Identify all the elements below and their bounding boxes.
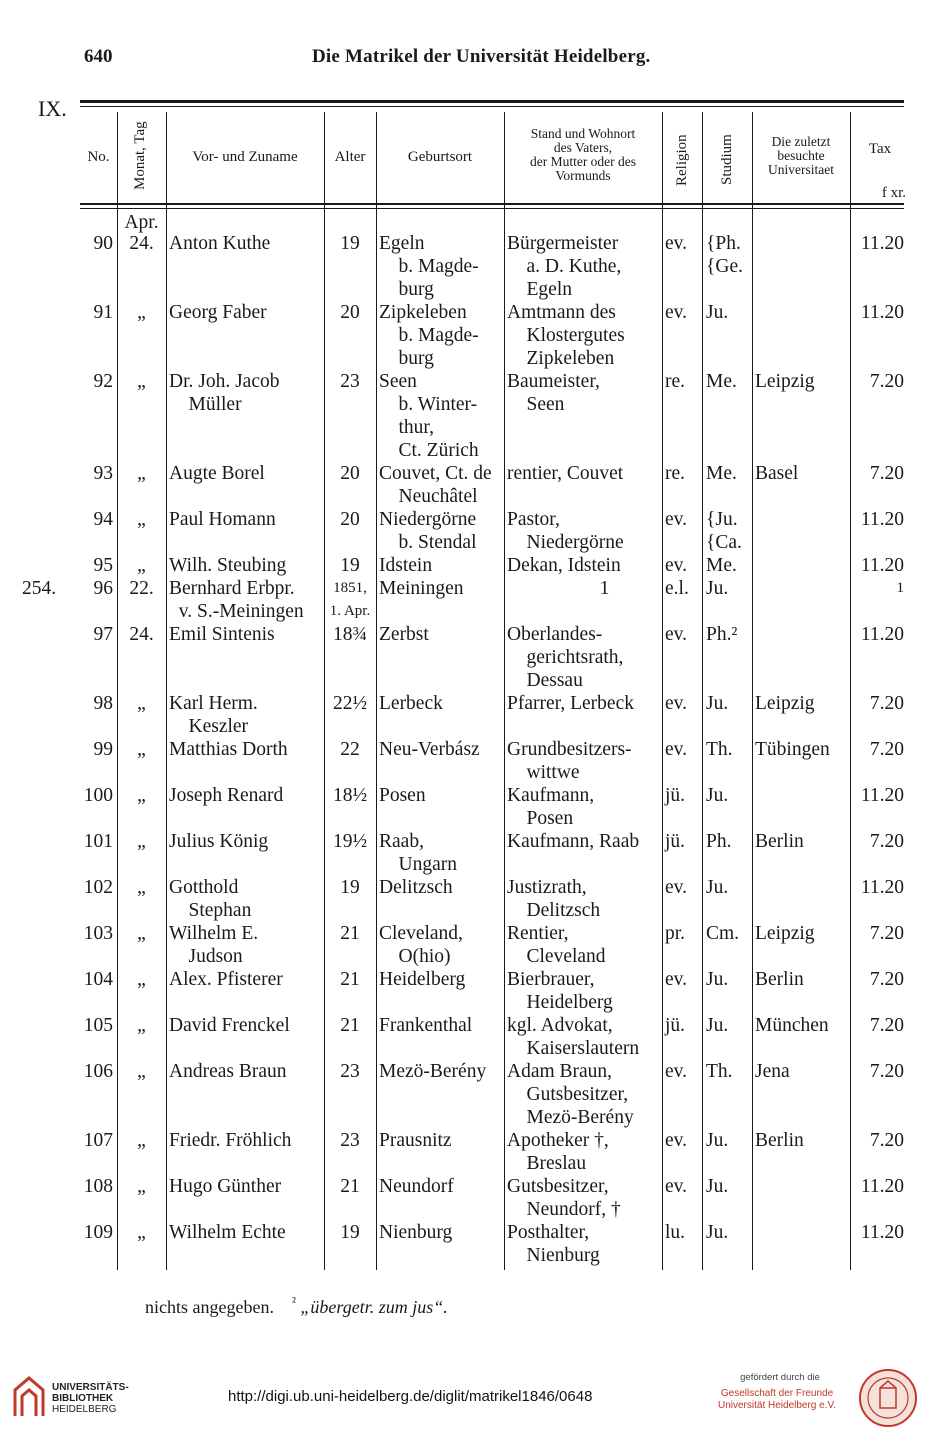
cell-stand: Apotheker †, bbox=[507, 1130, 609, 1151]
cell-stand: Kaiserslautern bbox=[507, 1038, 640, 1059]
cell-stand: Bierbrauer, bbox=[507, 969, 595, 990]
header-religion: Religion bbox=[674, 134, 690, 186]
header-name: Vor- und Zuname bbox=[192, 149, 298, 165]
cell-stand: rentier, Couvet bbox=[507, 463, 624, 484]
cell-geburtsort: Seen bbox=[379, 371, 417, 392]
running-head bbox=[0, 46, 927, 74]
cell-tax: 11.20 bbox=[860, 1222, 904, 1243]
cell-tax: 7.20 bbox=[869, 371, 904, 392]
cell-geburtsort: Egeln bbox=[379, 233, 425, 254]
cell-alter: 21 bbox=[340, 1176, 360, 1197]
library-name bbox=[52, 1382, 129, 1415]
cell-tag: 24. bbox=[129, 233, 154, 254]
cell-name: Dr. Joh. Jacob bbox=[169, 371, 280, 392]
cell-religion: re. bbox=[665, 463, 686, 484]
cell-studium: Ju. bbox=[706, 877, 729, 898]
cell-tag: „ bbox=[137, 1176, 146, 1197]
cell-religion: ev. bbox=[665, 624, 688, 645]
cell-geburtsort: Neu-Verbász bbox=[379, 739, 480, 760]
cell-name: Müller bbox=[169, 394, 242, 415]
cell-studium: {Ge. bbox=[706, 256, 743, 277]
cell-tag: „ bbox=[137, 371, 146, 392]
cell-tax: 1 bbox=[896, 580, 904, 596]
cell-alter: 22½ bbox=[332, 693, 368, 714]
cell-geburtsort: Ungarn bbox=[379, 854, 457, 875]
cell-studium: Ju. bbox=[706, 302, 729, 323]
permalink-url[interactable]: http://digi.ub.uni-heidelberg.de/diglit/matrikel1846/0648 bbox=[228, 1388, 593, 1405]
cell-name: Matthias Dorth bbox=[169, 739, 288, 760]
cell-alter: 20 bbox=[340, 302, 360, 323]
sponsor-name-line: Gesellschaft der Freunde bbox=[720, 1388, 834, 1399]
cell-alter: 1. Apr. bbox=[329, 603, 371, 619]
cell-tag: 22. bbox=[129, 578, 154, 599]
cell-name: v. S.-Meiningen bbox=[169, 601, 304, 622]
cell-stand: Gutsbesitzer, bbox=[507, 1084, 629, 1105]
cell-geburtsort: Meiningen bbox=[379, 578, 464, 599]
cell-geburtsort: O(hio) bbox=[379, 946, 451, 967]
cell-alter: 23 bbox=[340, 1130, 360, 1151]
cell-stand: Justizrath, bbox=[507, 877, 587, 898]
cell-stand: gerichtsrath, bbox=[507, 647, 624, 668]
digitization-footer bbox=[0, 1358, 927, 1434]
cell-geburtsort: b. Stendal bbox=[379, 532, 477, 553]
cell-name: Judson bbox=[169, 946, 243, 967]
cell-universitaet: Jena bbox=[755, 1061, 790, 1082]
cell-tax: 11.20 bbox=[860, 624, 904, 645]
cell-stand: Posthalter, bbox=[507, 1222, 590, 1243]
cell-stand: Klostergutes bbox=[507, 325, 625, 346]
cell-stand: Zipkeleben bbox=[507, 348, 615, 369]
cell-studium: Cm. bbox=[706, 923, 740, 944]
cell-no: 96 bbox=[93, 578, 113, 599]
column-divider bbox=[504, 112, 505, 1270]
cell-stand: Seen bbox=[507, 394, 565, 415]
cell-studium: Ju. bbox=[706, 578, 729, 599]
cell-universitaet: Berlin bbox=[755, 1130, 804, 1151]
cell-name: Friedr. Fröhlich bbox=[169, 1130, 292, 1151]
column-divider bbox=[752, 112, 753, 1270]
column-divider bbox=[662, 112, 663, 1270]
cell-studium: Ph. bbox=[706, 831, 732, 852]
header-uni-line: Die zuletzt bbox=[771, 134, 831, 149]
cell-tax: 7.20 bbox=[869, 463, 904, 484]
cell-alter: 23 bbox=[340, 1061, 360, 1082]
cell-tax: 7.20 bbox=[869, 1130, 904, 1151]
cell-geburtsort: burg bbox=[379, 348, 434, 369]
footnote-mark: ² bbox=[291, 1294, 296, 1309]
cell-tag: „ bbox=[137, 1222, 146, 1243]
cell-name: Keszler bbox=[169, 716, 249, 737]
cell-tax: 11.20 bbox=[860, 509, 904, 530]
header-geburtsort: Geburtsort bbox=[407, 149, 473, 165]
cell-name: Wilhelm E. bbox=[169, 923, 259, 944]
cell-tax: 7.20 bbox=[869, 739, 904, 760]
library-logo-icon bbox=[12, 1376, 46, 1418]
cell-religion: ev. bbox=[665, 1061, 688, 1082]
cell-geburtsort: b. Magde- bbox=[379, 256, 479, 277]
sponsor-label: gefördert durch die bbox=[740, 1372, 820, 1383]
cell-stand: Heidelberg bbox=[507, 992, 613, 1013]
cell-alter: 19 bbox=[340, 877, 360, 898]
cell-no: 107 bbox=[83, 1130, 113, 1151]
column-divider bbox=[850, 112, 851, 1270]
cell-geburtsort: Zerbst bbox=[379, 624, 429, 645]
cell-name: Andreas Braun bbox=[169, 1061, 287, 1082]
cell-stand: Adam Braun, bbox=[507, 1061, 613, 1082]
cell-tax: 7.20 bbox=[869, 1061, 904, 1082]
cell-religion: ev. bbox=[665, 877, 688, 898]
cell-no: 101 bbox=[83, 831, 113, 852]
header-stand-line: des Vaters, bbox=[553, 140, 613, 155]
cell-religion: ev. bbox=[665, 509, 688, 530]
cell-tax: 11.20 bbox=[860, 233, 904, 254]
cell-tax: 7.20 bbox=[869, 923, 904, 944]
header-no: No. bbox=[87, 149, 110, 165]
cell-studium: Me. bbox=[706, 555, 737, 576]
header-stand-line: Vormunds bbox=[555, 168, 611, 183]
cell-geburtsort: Cleveland, bbox=[379, 923, 463, 944]
cell-name: David Frenckel bbox=[169, 1015, 290, 1036]
sponsor-name-line: Universität Heidelberg e.V. bbox=[717, 1400, 837, 1411]
cell-stand: Rentier, bbox=[507, 923, 569, 944]
header-stand bbox=[504, 127, 662, 183]
cell-geburtsort: Raab, bbox=[379, 831, 424, 852]
cell-religion: re. bbox=[665, 371, 686, 392]
cell-tag: „ bbox=[137, 509, 146, 530]
cell-alter: 19 bbox=[340, 233, 360, 254]
library-name-line: UNIVERSITÄTS- bbox=[52, 1382, 129, 1393]
cell-name: Wilhelm Echte bbox=[169, 1222, 286, 1243]
cell-tag: „ bbox=[137, 693, 146, 714]
cell-name: Bernhard Erbpr. bbox=[169, 578, 295, 599]
cell-studium: Ju. bbox=[706, 1176, 729, 1197]
cell-no: 103 bbox=[83, 923, 113, 944]
cell-studium: Th. bbox=[706, 739, 733, 760]
cell-stand: Posen bbox=[507, 808, 574, 829]
cell-tax: 11.20 bbox=[860, 1176, 904, 1197]
cell-name: Joseph Renard bbox=[169, 785, 284, 806]
cell-studium: Me. bbox=[706, 371, 737, 392]
cell-geburtsort: burg bbox=[379, 279, 434, 300]
cell-alter: 20 bbox=[340, 509, 360, 530]
cell-stand: Bürgermeister bbox=[507, 233, 619, 254]
header-universitaet bbox=[752, 135, 850, 177]
cell-no: 106 bbox=[83, 1061, 113, 1082]
header-stand-line: der Mutter oder des bbox=[529, 154, 637, 169]
month-label: Apr. bbox=[124, 212, 159, 233]
cell-no: 91 bbox=[93, 302, 113, 323]
cell-geburtsort: Zipkeleben bbox=[379, 302, 467, 323]
cell-alter: 19 bbox=[340, 555, 360, 576]
cell-stand: Kaufmann, bbox=[507, 785, 595, 806]
cell-tag: 24. bbox=[129, 624, 154, 645]
cell-no: 93 bbox=[93, 463, 113, 484]
cell-no: 109 bbox=[83, 1222, 113, 1243]
cell-tag: „ bbox=[137, 1130, 146, 1151]
cell-no: 104 bbox=[83, 969, 113, 990]
cell-alter: 18½ bbox=[332, 785, 368, 806]
header-tax-unit: f xr. bbox=[881, 185, 906, 201]
cell-universitaet: Leipzig bbox=[755, 693, 815, 714]
cell-geburtsort: Posen bbox=[379, 785, 426, 806]
cell-tag: „ bbox=[137, 739, 146, 760]
cell-geburtsort: Mezö-Berény bbox=[379, 1061, 487, 1082]
cell-tag: „ bbox=[137, 831, 146, 852]
header-bottom-rule-thin bbox=[80, 208, 904, 209]
cell-stand: Nienburg bbox=[507, 1245, 600, 1266]
cell-geburtsort: Nienburg bbox=[379, 1222, 453, 1243]
column-divider bbox=[324, 112, 325, 1270]
cell-tag: „ bbox=[137, 1061, 146, 1082]
cell-name: Emil Sintenis bbox=[169, 624, 275, 645]
cell-universitaet: Leipzig bbox=[755, 371, 815, 392]
library-name-line: HEIDELBERG bbox=[52, 1404, 117, 1415]
cell-studium: Ju. bbox=[706, 969, 729, 990]
sponsor-name bbox=[712, 1388, 842, 1412]
cell-stand: Delitzsch bbox=[507, 900, 601, 921]
footnote-text: nichts angegeben. bbox=[145, 1297, 274, 1317]
cell-tax: 7.20 bbox=[869, 693, 904, 714]
cell-alter: 23 bbox=[340, 371, 360, 392]
header-stand-line: Stand und Wohnort bbox=[530, 126, 636, 141]
cell-geburtsort: Idstein bbox=[379, 555, 433, 576]
cell-studium: Th. bbox=[706, 1061, 733, 1082]
footnote-text-italic: „übergetr. zum jus“. bbox=[300, 1297, 448, 1317]
cell-tax: 11.20 bbox=[860, 302, 904, 323]
page-number: 640 bbox=[84, 46, 113, 67]
cell-stand: 1 bbox=[507, 578, 610, 599]
cell-religion: ev. bbox=[665, 555, 688, 576]
header-monat-tag: Monat, Tag bbox=[132, 121, 148, 191]
cell-alter: 18¾ bbox=[332, 624, 368, 645]
cell-no: 105 bbox=[83, 1015, 113, 1036]
cell-tag: „ bbox=[137, 555, 146, 576]
cell-stand: wittwe bbox=[507, 762, 580, 783]
cell-studium: Ju. bbox=[706, 1222, 729, 1243]
cell-tax: 11.20 bbox=[860, 785, 904, 806]
cell-stand: Dessau bbox=[507, 670, 583, 691]
top-rule-thin bbox=[80, 106, 904, 107]
cell-stand: Baumeister, bbox=[507, 371, 600, 392]
cell-tag: „ bbox=[137, 302, 146, 323]
cell-universitaet: Berlin bbox=[755, 969, 804, 990]
cell-alter: 20 bbox=[340, 463, 360, 484]
cell-no: 95 bbox=[93, 555, 113, 576]
cell-studium: Ph.² bbox=[706, 624, 738, 645]
cell-universitaet: Basel bbox=[755, 463, 799, 484]
cell-name: Karl Herm. bbox=[169, 693, 258, 714]
cell-geburtsort: Lerbeck bbox=[379, 693, 443, 714]
cell-tax: 7.20 bbox=[869, 969, 904, 990]
column-divider bbox=[702, 112, 703, 1270]
cell-tag: „ bbox=[137, 785, 146, 806]
cell-studium: Ju. bbox=[706, 1015, 729, 1036]
cell-religion: ev. bbox=[665, 1176, 688, 1197]
cell-stand: Kaufmann, Raab bbox=[507, 831, 640, 852]
cell-geburtsort: Prausnitz bbox=[379, 1130, 452, 1151]
header-tax: Tax bbox=[868, 141, 892, 157]
cell-no: 94 bbox=[93, 509, 113, 530]
cell-geburtsort: Frankenthal bbox=[379, 1015, 473, 1036]
cell-studium: Me. bbox=[706, 463, 737, 484]
cell-religion: jü. bbox=[665, 831, 686, 852]
top-rule bbox=[80, 100, 904, 103]
cell-religion: ev. bbox=[665, 739, 688, 760]
cell-alter: 21 bbox=[340, 923, 360, 944]
cell-alter: 21 bbox=[340, 969, 360, 990]
section-number: IX. bbox=[38, 96, 67, 121]
cell-universitaet: München bbox=[755, 1015, 829, 1036]
cell-stand: Grundbesitzers- bbox=[507, 739, 632, 760]
cell-stand: kgl. Advokat, bbox=[507, 1015, 613, 1036]
cell-no: 102 bbox=[83, 877, 113, 898]
cell-stand: Cleveland bbox=[507, 946, 606, 967]
cell-tax: 7.20 bbox=[869, 831, 904, 852]
cell-tag: „ bbox=[137, 969, 146, 990]
cell-tax: 11.20 bbox=[860, 877, 904, 898]
cell-geburtsort: Neundorf bbox=[379, 1176, 454, 1197]
cell-name: Hugo Günther bbox=[169, 1176, 282, 1197]
cell-stand: Gutsbesitzer, bbox=[507, 1176, 609, 1197]
cell-no: 108 bbox=[83, 1176, 113, 1197]
cell-name: Stephan bbox=[169, 900, 252, 921]
cell-tag: „ bbox=[137, 463, 146, 484]
cell-religion: ev. bbox=[665, 693, 688, 714]
cell-religion: jü. bbox=[665, 785, 686, 806]
cell-religion: jü. bbox=[665, 1015, 686, 1036]
cell-studium: {Ca. bbox=[706, 532, 742, 553]
cell-geburtsort: Delitzsch bbox=[379, 877, 453, 898]
cell-stand: Dekan, Idstein bbox=[507, 555, 621, 576]
cell-geburtsort: Ct. Zürich bbox=[379, 440, 479, 461]
cell-alter: 21 bbox=[340, 1015, 360, 1036]
cell-name: Gotthold bbox=[169, 877, 239, 898]
header-uni-line: Universitaet bbox=[768, 162, 834, 177]
cell-alter: 19 bbox=[340, 1222, 360, 1243]
cell-stand: Pfarrer, Lerbeck bbox=[507, 693, 634, 714]
cell-name: Julius König bbox=[169, 831, 269, 852]
footnote bbox=[145, 1294, 448, 1318]
cell-name: Wilh. Steubing bbox=[169, 555, 287, 576]
cell-name: Georg Faber bbox=[169, 302, 267, 323]
cell-stand: Niedergörne bbox=[507, 532, 624, 553]
cell-universitaet: Leipzig bbox=[755, 923, 815, 944]
university-seal-icon bbox=[858, 1368, 918, 1428]
cell-religion: ev. bbox=[665, 1130, 688, 1151]
cell-religion: e.l. bbox=[665, 578, 689, 599]
cell-no: 99 bbox=[93, 739, 113, 760]
column-divider bbox=[376, 112, 377, 1270]
cell-name: Paul Homann bbox=[169, 509, 276, 530]
book-title: Die Matrikel der Universität Heidelberg. bbox=[312, 46, 651, 67]
cell-studium: Ju. bbox=[706, 785, 729, 806]
header-alter: Alter bbox=[334, 149, 366, 165]
column-divider bbox=[117, 112, 118, 1270]
cell-alter: 1851, bbox=[333, 580, 367, 596]
cell-geburtsort: Neuchâtel bbox=[379, 486, 478, 507]
cell-stand: Breslau bbox=[507, 1153, 587, 1174]
cell-stand: Oberlandes- bbox=[507, 624, 603, 645]
cell-universitaet: Berlin bbox=[755, 831, 804, 852]
cell-alter: 22 bbox=[340, 739, 360, 760]
margin-number: 254. bbox=[22, 578, 57, 599]
column-divider bbox=[166, 112, 167, 1270]
cell-tag: „ bbox=[137, 1015, 146, 1036]
cell-tag: „ bbox=[137, 877, 146, 898]
cell-geburtsort: b. Winter- bbox=[379, 394, 478, 415]
cell-stand: Mezö-Berény bbox=[507, 1107, 634, 1128]
cell-religion: ev. bbox=[665, 969, 688, 990]
cell-tag: „ bbox=[137, 923, 146, 944]
cell-stand: Egeln bbox=[507, 279, 572, 300]
cell-no: 92 bbox=[93, 371, 113, 392]
cell-no: 100 bbox=[83, 785, 113, 806]
cell-universitaet: Tübingen bbox=[755, 739, 830, 760]
cell-alter: 19½ bbox=[332, 831, 368, 852]
library-name-line: BIBLIOTHEK bbox=[52, 1393, 114, 1404]
cell-studium: Ju. bbox=[706, 1130, 729, 1151]
header-bottom-rule bbox=[80, 203, 904, 205]
cell-tax: 11.20 bbox=[860, 555, 904, 576]
cell-name: Augte Borel bbox=[169, 463, 265, 484]
cell-religion: ev. bbox=[665, 233, 688, 254]
cell-studium: {Ph. bbox=[706, 233, 741, 254]
cell-religion: ev. bbox=[665, 302, 688, 323]
cell-name: Anton Kuthe bbox=[169, 233, 271, 254]
cell-geburtsort: Heidelberg bbox=[379, 969, 466, 990]
cell-no: 90 bbox=[93, 233, 113, 254]
cell-geburtsort: b. Magde- bbox=[379, 325, 479, 346]
cell-studium: {Ju. bbox=[706, 509, 738, 530]
header-studium: Studium bbox=[719, 134, 735, 186]
cell-geburtsort: thur, bbox=[379, 417, 435, 438]
cell-name: Alex. Pfisterer bbox=[169, 969, 283, 990]
cell-geburtsort: Niedergörne bbox=[379, 509, 477, 530]
cell-no: 98 bbox=[93, 693, 113, 714]
cell-religion: pr. bbox=[665, 923, 686, 944]
header-uni-line: besuchte bbox=[777, 148, 825, 163]
cell-no: 97 bbox=[93, 624, 113, 645]
cell-stand: Amtmann des bbox=[507, 302, 616, 323]
cell-studium: Ju. bbox=[706, 693, 729, 714]
cell-stand: Pastor, bbox=[507, 509, 560, 530]
cell-geburtsort: Couvet, Ct. de bbox=[379, 463, 492, 484]
cell-tax: 7.20 bbox=[869, 1015, 904, 1036]
cell-religion: lu. bbox=[665, 1222, 686, 1243]
cell-stand: a. D. Kuthe, bbox=[507, 256, 622, 277]
cell-stand: Neundorf, † bbox=[507, 1199, 621, 1220]
